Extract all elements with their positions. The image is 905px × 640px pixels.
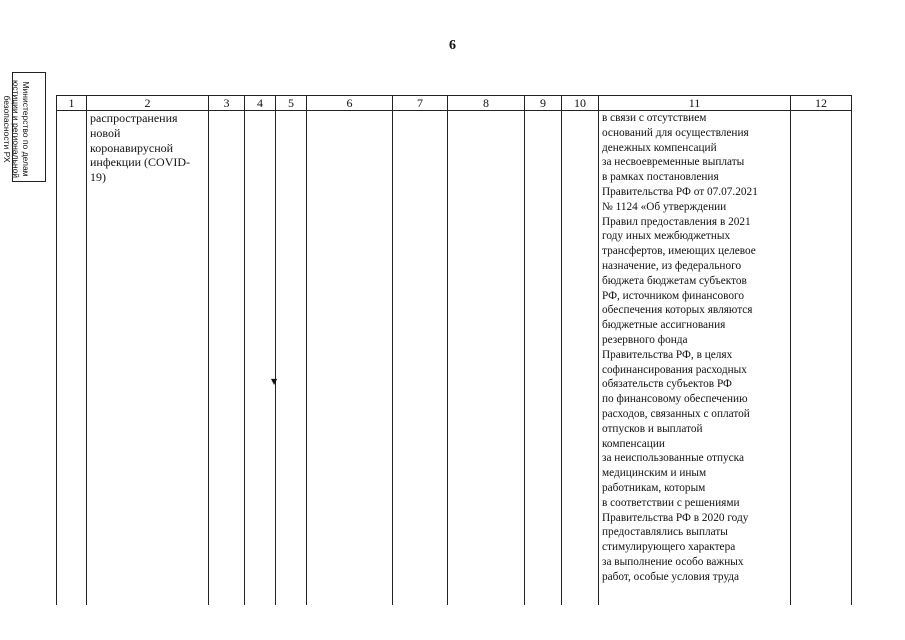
header-cell-8: 8 <box>448 96 525 111</box>
down-arrow-icon: ▼ <box>271 377 278 386</box>
header-cell-6: 6 <box>307 96 393 111</box>
header-cell-1: 1 <box>57 96 87 111</box>
cell-9 <box>525 111 562 605</box>
cell-12 <box>791 111 852 605</box>
header-cell-3: 3 <box>209 96 245 111</box>
header-cell-4: 4 <box>245 96 276 111</box>
header-cell-11: 11 <box>599 96 791 111</box>
header-cell-10: 10 <box>562 96 599 111</box>
header-cell-2: 2 <box>87 96 209 111</box>
header-cell-9: 9 <box>525 96 562 111</box>
document-table <box>56 95 852 605</box>
cell-11 <box>599 111 791 605</box>
cell-7 <box>393 111 448 605</box>
header-cell-5: 5 <box>276 96 307 111</box>
header-cell-12: 12 <box>791 96 852 111</box>
header-cell-7: 7 <box>393 96 448 111</box>
cell-8 <box>448 111 525 605</box>
stamp-text: Министерство по делам юстиции и региональной безопасности РХ <box>2 79 31 179</box>
cell-10 <box>562 111 599 605</box>
page-number: 6 <box>449 38 456 53</box>
cell-2 <box>87 111 209 605</box>
cell-4 <box>245 111 276 605</box>
cell-6 <box>307 111 393 605</box>
cell-3 <box>209 111 245 605</box>
cell-11-text: в связи с отсутствием оснований для осуществления денежных компенсаций за несвоевременные выплаты в рамках постановления Правительства РФ от 07.07.2021 № 1124 «Об утверждении Правил предоставления в 2021 году иных межбюджетных трансфертов, имеющих целевое назначение, из федерального бюджета бюджетам субъектов РФ, источником финансового обеспечения которых являются бюджетные ассигнования резервного фонда Правительства РФ, в целях софинансирования расходных обязательств субъектов РФ по финансовому обеспечению расходов, связанных с оплатой отпусков и выплатой компенсации за неиспользованные отпуска медицинским и иным работникам, которым в соответствии с решениями Правительства РФ в 2020 году предоставлялись выплаты стимулирующего характера за выполнение особо важных работ, особые условия труда <box>602 112 758 583</box>
cell-5 <box>276 111 307 605</box>
cell-1 <box>57 111 87 605</box>
table-header-row <box>57 96 852 111</box>
table-row <box>57 111 852 605</box>
cell-2-text: распространения новой коронавирусной инфекции (COVID- 19) <box>90 111 191 185</box>
registration-stamp <box>2 72 46 182</box>
